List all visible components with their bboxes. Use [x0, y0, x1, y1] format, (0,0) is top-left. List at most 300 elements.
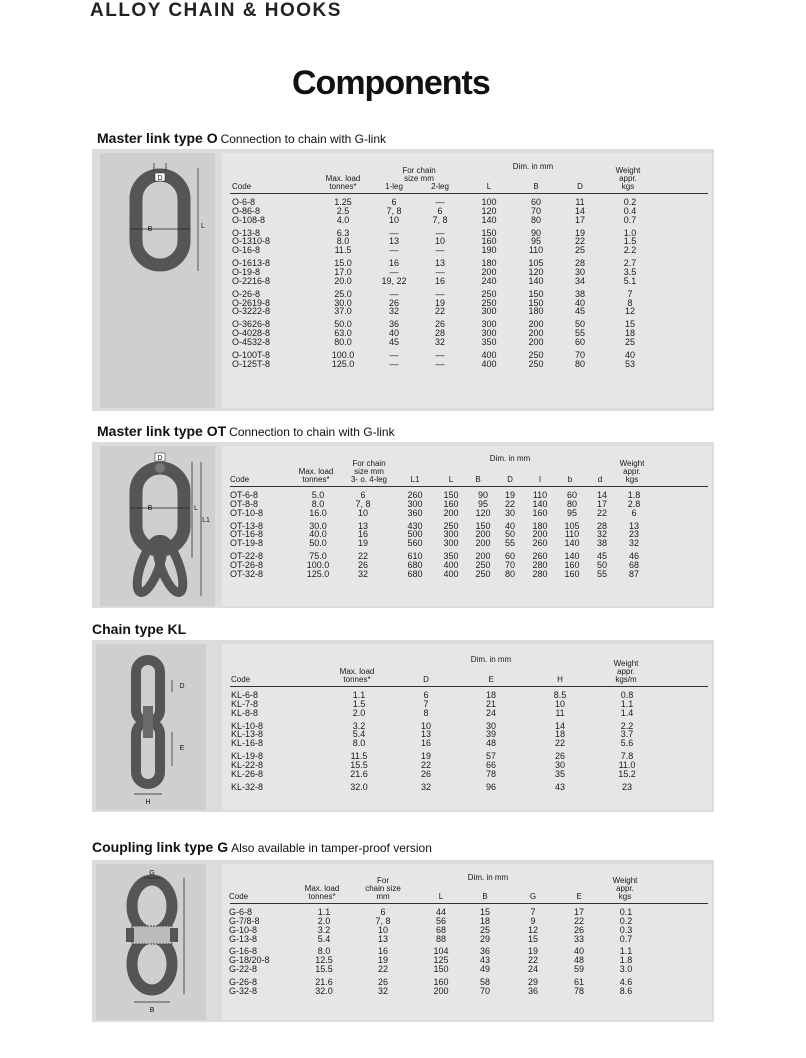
header-kl-2: Dim. in mm	[470, 655, 512, 664]
cell-ot-4-1: 40.0	[309, 529, 327, 540]
cell-g-1-4: 18	[479, 915, 491, 926]
cell-g-3-5: 15	[527, 933, 539, 944]
section-title-text: Coupling link type G	[92, 839, 229, 855]
cell-kl-5-1: 8.0	[352, 738, 366, 749]
cell-ot-8-10: 87	[628, 568, 640, 579]
cell-g-3-4: 29	[479, 933, 491, 944]
cell-g-4-3: 104	[433, 946, 449, 957]
cell-o-5-7: 2.2	[623, 245, 637, 256]
cell-ot-5-7: 260	[532, 538, 548, 549]
cell-o-5-4: 190	[481, 245, 497, 256]
cell-o-14-1: 80.0	[334, 336, 352, 347]
cell-g-5-2: 19	[377, 955, 389, 966]
cell-ot-5-1: 50.0	[309, 538, 327, 549]
cell-o-13-7: 18	[624, 328, 636, 339]
cell-o-3-3: —	[435, 227, 445, 238]
cell-ot-8-8: 160	[564, 568, 580, 579]
cell-o-9-4: 250	[481, 288, 497, 299]
cell-o-8-7: 5.1	[623, 275, 637, 286]
header-kl-4: E	[488, 675, 494, 684]
cell-o-5-2: —	[389, 245, 399, 256]
cell-o-3-0: O-13-8	[232, 227, 261, 238]
cell-kl-9-2: 32	[420, 781, 432, 792]
cell-o-3-1: 6.3	[336, 227, 350, 238]
cell-o-9-0: O-26-8	[232, 288, 261, 299]
cell-g-6-3: 150	[433, 964, 449, 975]
cell-kl-1-2: 7	[423, 698, 429, 709]
header-ot-5: L	[448, 475, 454, 484]
cell-o-15-0: O-100T-8	[232, 349, 271, 360]
cell-ot-6-2: 22	[357, 551, 369, 562]
dim-d-label: D	[157, 175, 163, 182]
cell-g-2-4: 25	[479, 924, 491, 935]
cell-o-7-4: 200	[481, 266, 497, 277]
cell-g-4-2: 16	[377, 946, 389, 957]
cell-g-0-2: 6	[380, 907, 386, 917]
cell-kl-1-5: 1.1	[620, 698, 634, 709]
cell-o-8-3: 16	[434, 275, 446, 286]
cell-kl-4-3: 39	[485, 729, 497, 740]
header-g-3: Dim. in mm	[467, 873, 509, 882]
cell-ot-2-1: 16.0	[309, 507, 327, 518]
cell-kl-1-0: KL-7-8	[231, 698, 259, 709]
header-o-3: 1-leg	[385, 182, 403, 191]
cell-kl-5-2: 16	[420, 738, 432, 749]
cell-o-2-3: 7, 8	[432, 214, 448, 225]
cell-kl-8-4: 35	[554, 768, 566, 779]
cell-o-11-1: 37.0	[334, 306, 352, 317]
cell-ot-3-7: 180	[532, 520, 548, 531]
cell-g-5-6: 48	[573, 955, 585, 966]
cell-ot-3-3: 430	[407, 520, 423, 531]
cell-kl-4-0: KL-13-8	[231, 729, 264, 740]
cell-ot-1-0: OT-8-8	[230, 498, 259, 509]
cell-o-13-1: 63.0	[334, 328, 352, 339]
cell-g-1-2: 7, 8	[375, 915, 391, 926]
cell-ot-2-6: 30	[504, 507, 516, 518]
header-o-7: B	[533, 182, 539, 191]
cell-o-2-4: 140	[481, 214, 497, 225]
cell-kl-2-4: 11	[555, 707, 565, 718]
cell-kl-1-3: 21	[485, 698, 497, 709]
cell-ot-3-2: 13	[357, 520, 369, 531]
cell-ot-5-9: 38	[596, 538, 608, 549]
cell-g-4-5: 19	[527, 946, 539, 957]
cell-o-2-6: 17	[574, 214, 586, 225]
table-kl	[222, 644, 712, 810]
cell-kl-6-5: 7.8	[620, 751, 634, 762]
cell-g-7-0: G-26-8	[229, 976, 258, 987]
cell-o-11-7: 12	[624, 306, 636, 317]
header-ot-9: b	[567, 475, 573, 484]
cell-o-7-7: 3.5	[623, 266, 637, 277]
header-kl-0: Code	[231, 675, 251, 684]
cell-g-8-1: 32.0	[315, 985, 333, 996]
cell-g-1-7: 0.2	[619, 915, 633, 926]
figure-o	[100, 153, 215, 408]
cell-g-7-6: 61	[573, 976, 585, 987]
cell-kl-3-5: 2.2	[620, 720, 634, 731]
cell-g-5-4: 43	[479, 955, 491, 966]
cell-ot-4-9: 32	[596, 529, 608, 540]
cell-kl-7-1: 15.5	[350, 759, 368, 770]
cell-o-1-3: 6	[437, 205, 443, 216]
header-ot-6: B	[475, 475, 481, 484]
cell-o-16-2: —	[389, 358, 399, 369]
figure-o-drawing	[100, 153, 215, 408]
cell-o-3-4: 150	[481, 227, 497, 238]
cell-ot-5-4: 300	[443, 538, 459, 549]
chain-link-middle-icon	[143, 706, 153, 738]
cell-ot-3-6: 40	[504, 520, 516, 531]
header-o-2: For chain size mm	[402, 166, 436, 183]
cell-g-5-1: 12.5	[315, 955, 333, 966]
cell-ot-8-2: 32	[357, 568, 369, 579]
cell-kl-5-3: 48	[485, 738, 497, 749]
cell-ot-3-0: OT-13-8	[230, 520, 264, 531]
cell-ot-7-6: 70	[504, 559, 516, 570]
cell-ot-7-8: 160	[564, 559, 580, 570]
cell-g-5-0: G-18/20-8	[229, 955, 270, 966]
figure-ot-drawing	[100, 446, 215, 606]
header-rule-kl	[230, 686, 708, 687]
cell-o-1-7: 0.4	[623, 205, 637, 216]
cell-kl-1-1: 1.5	[352, 698, 366, 709]
cell-g-7-1: 21.6	[315, 976, 333, 987]
cell-o-1-2: 7, 8	[386, 205, 402, 216]
dim-h-label: H	[145, 799, 151, 806]
header-kl-6: Weight appr. kgs/m	[613, 659, 639, 684]
cell-kl-0-1: 1.1	[352, 690, 366, 700]
cell-kl-3-1: 3.2	[352, 720, 366, 731]
header-o-5: Dim. in mm	[512, 162, 554, 171]
cell-g-7-3: 160	[433, 976, 449, 987]
cell-kl-2-3: 24	[485, 707, 497, 718]
cell-o-11-6: 45	[574, 306, 586, 317]
header-g-5: B	[482, 892, 488, 901]
cell-o-4-4: 160	[481, 236, 497, 247]
cell-ot-4-2: 16	[357, 529, 369, 540]
table-g	[222, 864, 712, 1020]
dim-d-label: D	[157, 455, 163, 462]
cell-o-5-5: 110	[528, 245, 544, 256]
cell-ot-3-10: 13	[628, 520, 640, 531]
cell-ot-6-9: 45	[596, 551, 608, 562]
cell-o-13-6: 55	[574, 328, 586, 339]
cell-g-3-1: 5.4	[317, 933, 331, 944]
section-title-g	[92, 839, 432, 855]
header-ot-0: Code	[230, 475, 250, 484]
cell-g-1-3: 56	[435, 915, 447, 926]
header-o-6: L	[486, 182, 492, 191]
cell-ot-0-1: 5.0	[311, 490, 325, 500]
cell-ot-4-7: 200	[532, 529, 548, 540]
dim-b-label: B	[149, 1007, 155, 1014]
cell-o-14-4: 350	[481, 336, 497, 347]
cell-o-12-4: 300	[481, 319, 497, 330]
cell-g-2-3: 68	[435, 924, 447, 935]
cell-kl-3-4: 14	[554, 720, 566, 731]
header-ot-4: L1	[410, 475, 420, 484]
cell-kl-7-2: 22	[420, 759, 432, 770]
cell-ot-3-5: 150	[475, 520, 491, 531]
cell-kl-0-5: 0.8	[620, 690, 634, 700]
cell-o-0-0: O-6-8	[232, 197, 256, 207]
cell-o-2-5: 80	[530, 214, 542, 225]
cell-o-14-7: 25	[624, 336, 636, 347]
cell-ot-0-6: 19	[504, 490, 516, 500]
cell-o-14-0: O-4532-8	[232, 336, 271, 347]
cell-o-12-7: 15	[624, 319, 636, 330]
cell-ot-0-4: 150	[443, 490, 459, 500]
cell-o-15-4: 400	[481, 349, 497, 360]
cell-o-6-4: 180	[481, 258, 497, 269]
cell-kl-2-2: 8	[423, 707, 429, 718]
section-title-kl	[92, 621, 186, 637]
header-o-4: 2-leg	[431, 182, 449, 191]
cell-o-8-0: O-2216-8	[232, 275, 271, 286]
cell-g-0-3: 44	[435, 907, 447, 917]
header-kl-5: H	[557, 675, 563, 684]
cell-o-12-5: 200	[528, 319, 544, 330]
cell-kl-0-2: 6	[423, 690, 429, 700]
cell-ot-1-2: 7, 8	[355, 498, 371, 509]
cell-o-8-6: 34	[574, 275, 586, 286]
cell-g-8-6: 78	[573, 985, 585, 996]
cell-g-7-2: 26	[377, 976, 389, 987]
cell-o-16-4: 400	[481, 358, 497, 369]
cell-o-1-6: 14	[574, 205, 586, 216]
cell-ot-7-3: 680	[407, 559, 423, 570]
cell-o-12-0: O-3626-8	[232, 319, 271, 330]
cell-ot-4-10: 23	[628, 529, 640, 540]
cell-kl-1-4: 10	[554, 698, 566, 709]
cell-o-7-2: —	[389, 266, 399, 277]
cell-ot-6-6: 60	[504, 551, 516, 562]
cell-kl-8-2: 26	[420, 768, 432, 779]
figure-g	[96, 864, 206, 1020]
cell-o-5-3: —	[435, 245, 445, 256]
cell-o-12-1: 50.0	[334, 319, 352, 330]
cell-ot-6-4: 350	[443, 551, 459, 562]
cell-ot-0-7: 110	[532, 490, 548, 500]
cell-o-6-0: O-1613-8	[232, 258, 271, 269]
cell-g-0-0: G-6-8	[229, 907, 253, 917]
header-ot-8: l	[539, 475, 541, 484]
header-ot-7: D	[507, 475, 513, 484]
cell-o-0-4: 100	[481, 197, 497, 207]
cell-o-9-1: 25.0	[334, 288, 352, 299]
cell-o-13-5: 200	[528, 328, 544, 339]
header-ot-11: Weight appr. kgs	[619, 459, 645, 484]
cell-ot-0-2: 6	[360, 490, 366, 500]
cell-o-7-1: 17.0	[334, 266, 352, 277]
cell-o-9-7: 7	[627, 288, 633, 299]
cell-g-0-4: 15	[479, 907, 491, 917]
cell-o-16-5: 250	[528, 358, 544, 369]
section-title-ot	[97, 423, 395, 439]
cell-ot-3-4: 250	[443, 520, 459, 531]
header-kl-3: D	[423, 675, 429, 684]
cell-g-2-6: 26	[573, 924, 585, 935]
cell-ot-8-3: 680	[407, 568, 423, 579]
cell-o-9-2: —	[389, 288, 399, 299]
cell-o-3-7: 1.0	[623, 227, 637, 238]
header-g-7: E	[576, 892, 582, 901]
cell-o-6-7: 2.7	[623, 258, 637, 269]
header-rule-ot	[230, 486, 708, 487]
header-g-8: Weight appr. kgs	[612, 876, 638, 901]
cell-o-1-5: 70	[530, 205, 542, 216]
cell-g-3-0: G-13-8	[229, 933, 258, 944]
cell-ot-4-6: 50	[504, 529, 516, 540]
cell-kl-9-3: 96	[485, 781, 497, 792]
cell-ot-1-7: 140	[532, 498, 548, 509]
page-title: Components	[292, 64, 490, 102]
cell-o-6-6: 28	[574, 258, 586, 269]
cell-kl-6-3: 57	[485, 751, 497, 762]
cell-o-11-3: 22	[434, 306, 446, 317]
header-ot-2: For chain size mm 3- o. 4-leg	[350, 459, 388, 484]
cell-o-5-6: 25	[574, 245, 586, 256]
dim-l-label: L	[194, 505, 198, 512]
cell-o-15-1: 100.0	[331, 349, 355, 360]
cell-g-1-1: 2.0	[317, 915, 331, 926]
cell-g-2-7: 0.3	[619, 924, 633, 935]
cell-g-0-1: 1.1	[317, 907, 331, 917]
cell-o-0-1: 1.25	[334, 197, 352, 207]
cell-ot-4-3: 500	[407, 529, 423, 540]
cell-o-4-2: 13	[388, 236, 400, 247]
cell-g-8-5: 36	[527, 985, 539, 996]
cell-g-0-6: 17	[573, 907, 585, 917]
cell-o-8-2: 19, 22	[381, 275, 407, 286]
cell-ot-6-5: 200	[475, 551, 491, 562]
cell-kl-9-0: KL-32-8	[231, 781, 264, 792]
section-title-text: Chain type KL	[92, 621, 187, 637]
cell-kl-3-3: 30	[485, 720, 497, 731]
section-title-o	[97, 130, 386, 146]
table-o	[222, 153, 712, 408]
cell-kl-2-5: 1.4	[620, 707, 634, 718]
cell-kl-7-0: KL-22-8	[231, 759, 264, 770]
cell-g-1-5: 9	[530, 915, 536, 926]
cell-kl-9-4: 43	[554, 781, 566, 792]
cell-g-6-2: 22	[377, 964, 389, 975]
cell-kl-7-3: 66	[485, 759, 497, 770]
cell-g-6-1: 15.5	[315, 964, 333, 975]
cell-o-4-5: 95	[530, 236, 542, 247]
cell-o-16-7: 53	[624, 358, 636, 369]
cell-o-15-6: 70	[574, 349, 586, 360]
cell-kl-4-5: 3.7	[620, 729, 634, 740]
cell-o-7-0: O-19-8	[232, 266, 261, 277]
cell-g-4-0: G-16-8	[229, 946, 258, 957]
cell-ot-7-4: 400	[443, 559, 459, 570]
cell-o-16-0: O-125T-8	[232, 358, 271, 369]
cell-kl-2-1: 2.0	[352, 707, 366, 718]
cell-ot-2-2: 10	[357, 507, 369, 518]
cell-o-10-7: 8	[627, 297, 633, 308]
dim-d-label: D	[179, 683, 185, 690]
dim-b-label: B	[147, 505, 153, 512]
cell-g-8-3: 200	[433, 985, 449, 996]
cell-g-5-7: 1.8	[619, 955, 633, 966]
cell-o-6-2: 16	[388, 258, 400, 269]
header-g-0: Code	[229, 892, 249, 901]
cell-ot-1-8: 80	[566, 498, 578, 509]
cell-kl-5-5: 5.6	[620, 738, 634, 749]
cell-o-8-4: 240	[481, 275, 497, 286]
cell-g-8-2: 32	[377, 985, 389, 996]
header-o-1: Max. load tonnes*	[325, 174, 361, 191]
cell-kl-8-5: 15.2	[618, 768, 636, 779]
cell-kl-7-5: 11.0	[618, 759, 636, 770]
cell-kl-8-3: 78	[485, 768, 497, 779]
cell-g-4-6: 40	[573, 946, 585, 957]
header-kl-1: Max. load tonnes*	[339, 667, 375, 684]
cell-ot-6-8: 140	[564, 551, 580, 562]
coupling-link-bottom-icon	[132, 938, 172, 990]
cell-kl-4-2: 13	[420, 729, 432, 740]
cell-kl-9-5: 23	[621, 781, 633, 792]
cell-kl-5-0: KL-16-8	[231, 738, 264, 749]
header-ot-3: Dim. in mm	[489, 454, 531, 463]
cell-g-2-1: 3.2	[317, 924, 331, 935]
cell-kl-2-0: KL-8-8	[231, 707, 259, 718]
cell-kl-9-1: 32.0	[350, 781, 368, 792]
section-subtitle: Connection to chain with G-link	[220, 132, 387, 146]
cell-ot-0-0: OT-6-8	[230, 490, 259, 500]
cell-o-7-5: 120	[528, 266, 544, 277]
cell-o-9-6: 38	[574, 288, 586, 299]
cell-o-7-3: —	[435, 266, 445, 277]
cell-ot-0-9: 14	[596, 490, 608, 500]
cell-g-6-4: 49	[479, 964, 491, 975]
cell-kl-6-2: 19	[420, 751, 432, 762]
cell-o-10-0: O-2619-8	[232, 297, 271, 308]
cell-g-4-7: 1.1	[619, 946, 633, 957]
header-g-4: L	[438, 892, 444, 901]
cell-o-16-3: —	[435, 358, 445, 369]
header-ot-1: Max. load tonnes*	[298, 467, 334, 484]
master-link-o-icon	[136, 175, 184, 265]
cell-o-6-5: 105	[528, 258, 544, 269]
cell-kl-8-1: 21.6	[350, 768, 368, 779]
cell-o-13-4: 300	[481, 328, 497, 339]
cell-ot-7-9: 50	[596, 559, 608, 570]
cell-o-15-7: 40	[624, 349, 636, 360]
cell-o-8-5: 140	[528, 275, 544, 286]
cell-o-4-7: 1.5	[623, 236, 637, 247]
cell-ot-4-0: OT-16-8	[230, 529, 264, 540]
cell-ot-6-3: 610	[407, 551, 423, 562]
cell-o-1-4: 120	[481, 205, 497, 216]
cell-o-11-4: 300	[481, 306, 497, 317]
header-o-0: Code	[232, 182, 252, 191]
cell-ot-7-1: 100.0	[306, 559, 330, 570]
cell-ot-2-4: 200	[443, 507, 459, 518]
cell-o-5-1: 11.5	[334, 245, 352, 256]
cell-ot-4-4: 300	[443, 529, 459, 540]
cell-g-0-7: 0.1	[619, 907, 633, 917]
cell-ot-0-8: 60	[566, 490, 578, 500]
cell-kl-3-0: KL-10-8	[231, 720, 264, 731]
cell-kl-4-1: 5.4	[352, 729, 366, 740]
cell-o-6-3: 13	[434, 258, 446, 269]
cell-o-11-5: 180	[528, 306, 544, 317]
figure-kl	[96, 644, 206, 810]
